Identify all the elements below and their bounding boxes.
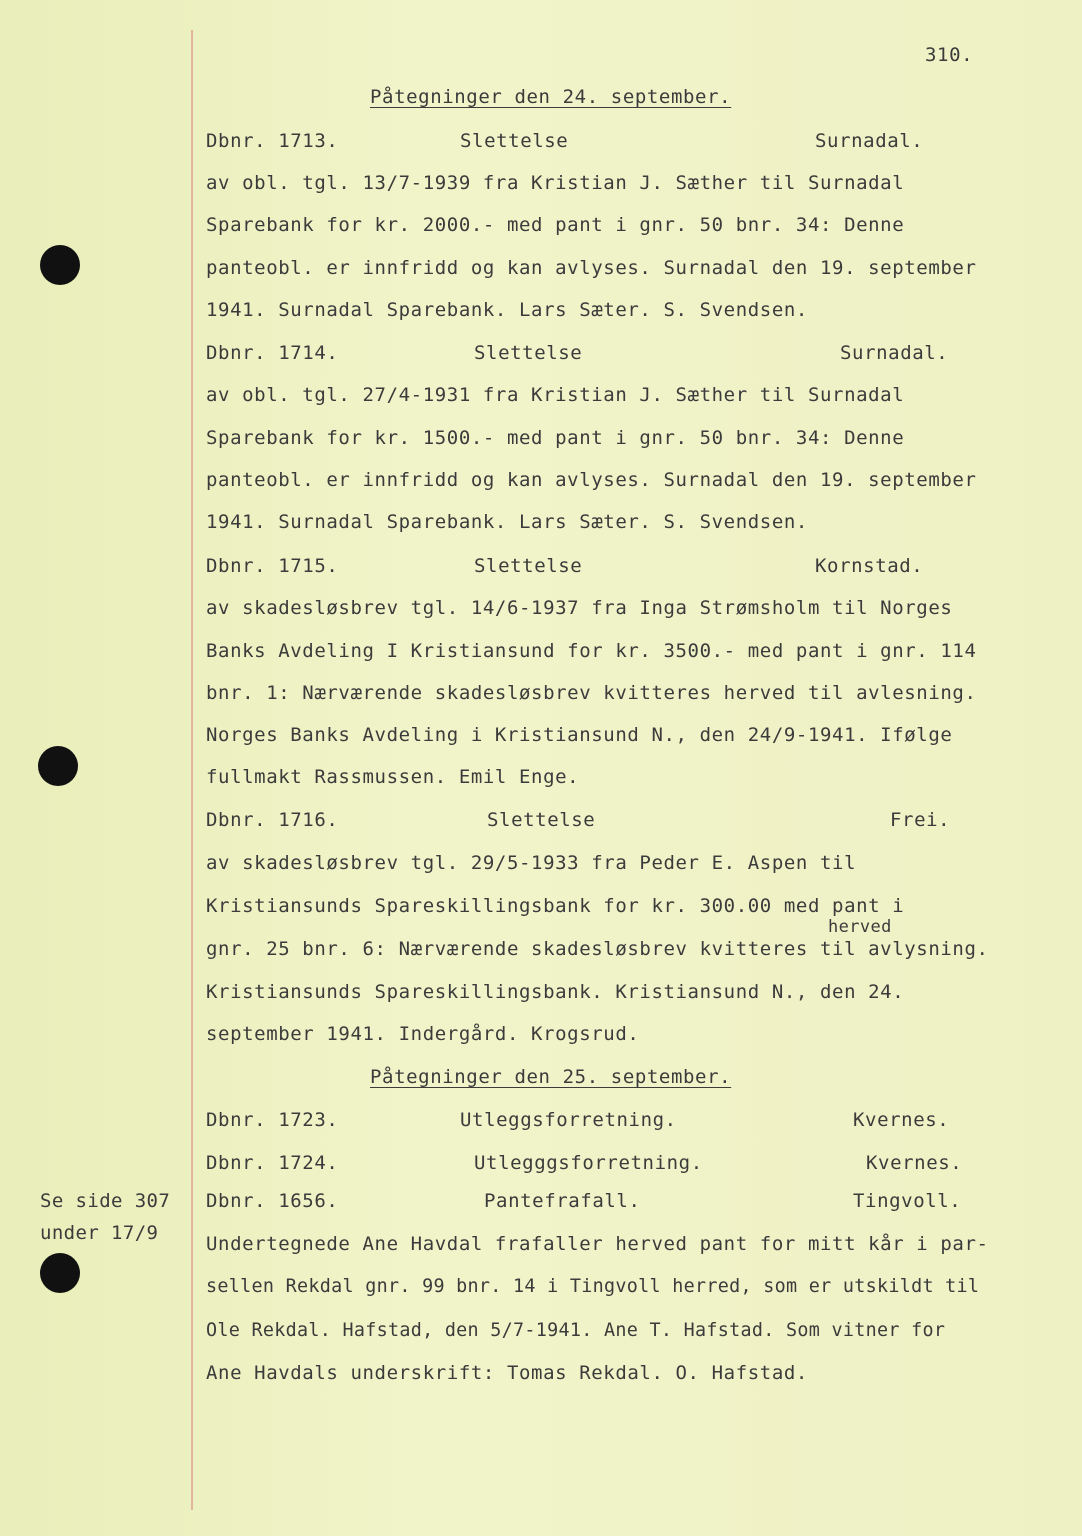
entry-text-line: av obl. tgl. 13/7-1939 fra Kristian J. Sæther til Surnadal (206, 172, 905, 194)
interlinear-insertion: herved (828, 917, 892, 937)
punch-hole-3 (40, 1253, 80, 1293)
entry-place: Frei. (890, 809, 951, 831)
entry-text-line: Banks Avdeling I Kristiansund for kr. 3500.- med pant i gnr. 114 (206, 640, 977, 662)
entry-text-line: fullmakt Rassmussen. Emil Enge. (206, 766, 580, 788)
entry-text-line: Norges Banks Avdeling i Kristiansund N., den 24/9-1941. Ifølge (206, 724, 953, 746)
entry-place: Surnadal. (815, 130, 924, 152)
entry-dbnr: Dbnr. 1713. (206, 130, 339, 152)
entry-type: Utlegggsforretning. (474, 1152, 703, 1174)
entry-text-line: Ane Havdals underskrift: Tomas Rekdal. O. Hafstad. (206, 1362, 808, 1384)
entry-text-line: Sparebank for kr. 2000.- med pant i gnr. 50 bnr. 34: Denne (206, 214, 905, 236)
entry-place: Surnadal. (840, 342, 949, 364)
entry-dbnr: Dbnr. 1724. (206, 1152, 339, 1174)
entry-type: Pantefrafall. (484, 1190, 641, 1212)
margin-note-line: Se side 307 (40, 1190, 171, 1212)
section-heading: Påtegninger den 24. september. (370, 86, 732, 108)
entry-type: Slettelse (460, 130, 569, 152)
entry-place: Tingvoll. (853, 1190, 962, 1212)
entry-text-line: panteobl. er innfridd og kan avlyses. Surnadal den 19. september (206, 257, 977, 279)
section-heading: Påtegninger den 25. september. (370, 1066, 732, 1088)
entry-type: Slettelse (474, 555, 583, 577)
punch-hole-2 (38, 746, 78, 786)
margin-rule (191, 30, 193, 1510)
entry-dbnr: Dbnr. 1716. (206, 809, 339, 831)
entry-text-line: sellen Rekdal gnr. 99 bnr. 14 i Tingvoll herred, som er utskildt til (206, 1276, 980, 1297)
entry-dbnr: Dbnr. 1714. (206, 342, 339, 364)
entry-place: Kvernes. (853, 1109, 950, 1131)
entry-place: Kornstad. (815, 555, 924, 577)
entry-text-line: panteobl. er innfridd og kan avlyses. Surnadal den 19. september (206, 469, 977, 491)
entry-text-line: gnr. 25 bnr. 6: Nærværende skadesløsbrev kvitteres til avlysning. (206, 938, 989, 960)
entry-text-line: Kristiansunds Spareskillingsbank. Kristiansund N., den 24. (206, 981, 905, 1003)
entry-text-line: Undertegnede Ane Havdal frafaller herved pant for mitt kår i par- (206, 1233, 989, 1255)
entry-text-line: av obl. tgl. 27/4-1931 fra Kristian J. Sæther til Surnadal (206, 384, 905, 406)
entry-text-line: av skadesløsbrev tgl. 29/5-1933 fra Peder E. Aspen til (206, 852, 857, 874)
entry-text-line: 1941. Surnadal Sparebank. Lars Sæter. S. Svendsen. (206, 511, 808, 533)
entry-place: Kvernes. (866, 1152, 963, 1174)
entry-dbnr: Dbnr. 1715. (206, 555, 339, 577)
margin-note-line: under 17/9 (40, 1222, 159, 1244)
entry-text-line: 1941. Surnadal Sparebank. Lars Sæter. S. Svendsen. (206, 299, 808, 321)
entry-text-line: bnr. 1: Nærværende skadesløsbrev kvitteres herved til avlesning. (206, 682, 977, 704)
entry-dbnr: Dbnr. 1723. (206, 1109, 339, 1131)
entry-type: Slettelse (487, 809, 596, 831)
entry-type: Slettelse (474, 342, 583, 364)
punch-hole-1 (40, 245, 80, 285)
entry-text-line: Sparebank for kr. 1500.- med pant i gnr. 50 bnr. 34: Denne (206, 427, 905, 449)
entry-text-line: Kristiansunds Spareskillingsbank for kr. 300.00 med pant i (206, 895, 905, 917)
entry-text-line: september 1941. Indergård. Krogsrud. (206, 1023, 640, 1045)
page-number: 310. (925, 44, 974, 66)
entry-text-line: av skadesløsbrev tgl. 14/6-1937 fra Inga Strømsholm til Norges (206, 597, 953, 619)
entry-dbnr: Dbnr. 1656. (206, 1190, 339, 1212)
entry-text-line: Ole Rekdal. Hafstad, den 5/7-1941. Ane T. Hafstad. Som vitner for (206, 1320, 946, 1341)
entry-type: Utleggsforretning. (460, 1109, 677, 1131)
